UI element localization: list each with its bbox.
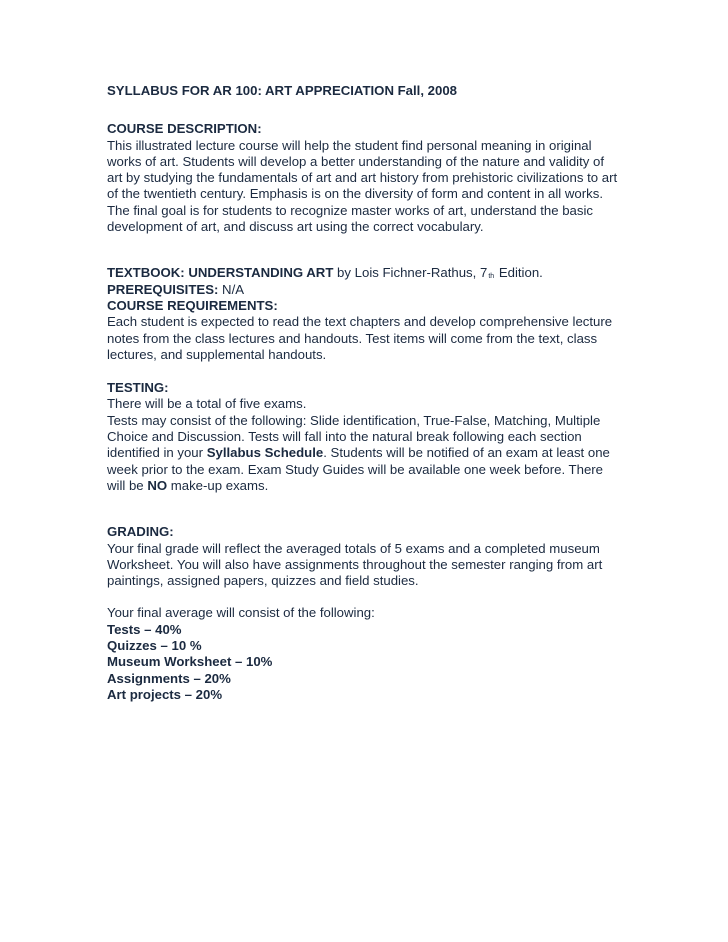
course-requirements-heading: COURSE REQUIREMENTS:	[107, 297, 278, 313]
testing-line: There will be a total of five exams.	[107, 396, 307, 412]
testing-section	[107, 380, 627, 494]
course-requirements-line: lectures, and supplemental handouts.	[107, 346, 327, 362]
testing-line	[107, 445, 627, 461]
grade-weight-item: Art projects – 20%	[107, 686, 223, 702]
course-description-line: works of art. Students will develop a better understanding of the nature and validity of	[107, 153, 605, 169]
textbook-line	[107, 265, 627, 281]
testing-text: make-up exams.	[167, 477, 269, 493]
course-description-heading: COURSE DESCRIPTION:	[107, 121, 262, 137]
course-description-section	[107, 121, 627, 235]
testing-line	[107, 478, 627, 494]
course-requirements-line: Each student is expected to read the text chapters and develop comprehensive lecture	[107, 314, 613, 330]
textbook-label: TEXTBOOK: UNDERSTANDING ART	[107, 265, 334, 281]
course-description-line: art by studying the fundamentals of art and art history from prehistoric civilizations to art	[107, 170, 618, 186]
syllabus-schedule-reference: Syllabus Schedule	[206, 445, 324, 461]
grade-weight-item: Tests – 40%	[107, 621, 182, 637]
testing-line: week prior to the exam. Exam Study Guides will be available one week before. There	[107, 461, 604, 477]
prerequisites-label: PREREQUISITES:	[107, 281, 219, 297]
grade-weight-item: Assignments – 20%	[107, 670, 231, 686]
grading-section	[107, 524, 627, 703]
grading-line: Worksheet. You will also have assignments throughout the semester ranging from art	[107, 556, 603, 572]
prerequisites-line	[107, 282, 627, 298]
document-title: SYLLABUS FOR AR 100: ART APPRECIATION Fall, 2008	[107, 83, 458, 98]
grade-weight-item: Museum Worksheet – 10%	[107, 654, 273, 670]
textbook-author: by Lois Fichner-Rathus, 7	[333, 265, 488, 281]
course-requirements-line: notes from the class lectures and handouts. Test items will come from the text, class	[107, 330, 598, 346]
textbook-edition: Edition.	[495, 265, 543, 281]
grade-weight-item: Quizzes – 10 %	[107, 638, 202, 654]
testing-text: . Students will be notified of an exam at least one	[323, 445, 610, 461]
course-info-section	[107, 265, 627, 363]
testing-line: Tests may consist of the following: Slide identification, True-False, Matching, Multiple	[107, 412, 601, 428]
course-description-line: of the twentieth century. Emphasis is on the diversity of form and content in all works.	[107, 186, 603, 202]
syllabus-document	[107, 83, 627, 703]
testing-line: Choice and Discussion. Tests will fall into the natural break following each section	[107, 429, 582, 445]
course-description-line: The final goal is for students to recognize master works of art, understand the basic	[107, 202, 593, 218]
grading-average-intro: Your final average will consist of the following:	[107, 605, 375, 621]
grading-line: Your final grade will reflect the averaged totals of 5 exams and a completed museum	[107, 540, 600, 556]
testing-heading: TESTING:	[107, 380, 169, 396]
prerequisites-value: N/A	[218, 281, 245, 297]
textbook-edition-ordinal: th	[488, 273, 495, 281]
grading-line: paintings, assigned papers, quizzes and field studies.	[107, 573, 419, 589]
testing-text: will be	[107, 477, 148, 493]
no-emphasis: NO	[147, 477, 168, 493]
testing-text: identified in your	[107, 445, 207, 461]
grading-heading: GRADING:	[107, 524, 174, 540]
course-description-line: development of art, and discuss art using the correct vocabulary.	[107, 219, 484, 235]
course-description-line: This illustrated lecture course will help the student find personal meaning in original	[107, 137, 592, 153]
